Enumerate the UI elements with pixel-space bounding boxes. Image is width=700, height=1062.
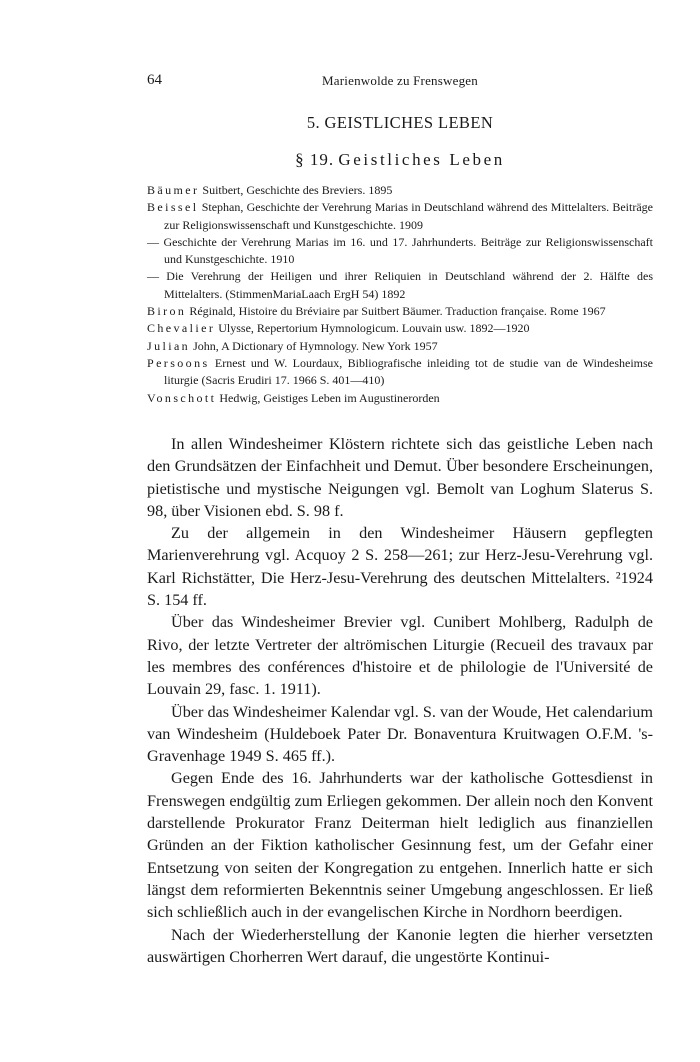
bibliography-entry [147,355,653,390]
bibliography-text: Ulysse, Repertorium Hymnologicum. Louvain usw. 1892—1920 [215,321,530,336]
bibliography-entry [147,199,653,234]
bibliography-author: Beissel [147,200,199,215]
bibliography-text: Die Verehrung der Heiligen und ihrer Reliquien in Deutschland während der 2. Hälfte des Mittelalters. (StimmenMariaLaach ErgH 54) 1892 [159,269,653,301]
bibliography-author: Chevalier [147,321,216,336]
section-title: Geistliches Leben [338,150,505,169]
running-head [147,72,653,92]
body-paragraph: Über das Windesheimer Kalendar vgl. S. van der Woude, Het calendarium van Windesheim (Huldeboek Pater Dr. Bonaventura Kruitwagen O.F.M. 's-Gravenhage 1949 S. 465 ff.). [147,702,653,766]
bibliography-entry [147,303,653,320]
bibliography-text: Hedwig, Geistiges Leben im Augustinerorden [216,390,440,405]
body-paragraph: Gegen Ende des 16. Jahrhunderts war der katholische Gottesdienst in Frenswegen endgültig zum Erliegen gekommen. Der allein noch den Konvent darstellende Prokurator Franz Deiterman hielt lediglich aus finanziellen Gründen an der Fiktion katholischer Gesinnung fest, um der Gefahr einer Entsetzung von seiten der Kongregation zu entgehen. Innerlich hatte er sich längst dem reformierten Bekenntnis seiner Umgebung angeschlossen. Er ließ sich schließlich auch in der evangelischen Kirche in Nordhorn beerdigen. [147,769,653,922]
chapter-heading: 5. GEISTLICHES LEBEN [306,113,494,132]
bibliography-text: Ernest und W. Lourdaux, Bibliografische inleiding tot de studie van de Windesheimse liturgie (Sacris Erudiri 17. 1966 S. 401—410) [164,355,653,388]
body-text [147,433,653,968]
running-title: Marienwolde zu Frenswegen [322,73,478,88]
bibliography-text: Réginald, Histoire du Bréviaire par Suitbert Bäumer. Traduction française. Rome 1967 [186,304,606,319]
bibliography-entry [147,182,653,199]
body-paragraph: In allen Windesheimer Klöstern richtete sich das geistliche Leben nach den Grundsätzen der Einfachheit und Demut. Über besondere Erscheinungen, pietistische und mystische Neigungen vgl. Bemolt van Loghum Slaterus S. 98, über Visionen ebd. S. 98 f. [147,435,653,520]
bibliography-text: Suitbert, Geschichte des Breviers. 1895 [199,183,393,197]
bibliography-entry [147,268,653,303]
body-paragraph: Nach der Wiederherstellung der Kanonie legten die hierher versetzten auswärtigen Chorherren Wert darauf, die ungestörte Kontinui- [147,925,653,966]
bibliography [147,182,653,407]
bibliography-entry [147,320,653,337]
bibliography-entry [147,234,653,269]
bibliography-author: Persoons [147,355,210,370]
bibliography-author: Bäumer [147,183,200,197]
body-paragraph: Zu der allgemein in den Windesheimer Häusern gepflegten Marienverehrung vgl. Acquoy 2 S. 258—261; zur Herz-Jesu-Verehrung vgl. Karl Richstätter, Die Herz-Jesu-Verehrung des deutschen Mittelalters. ²1924 S. 154 ff. [147,524,653,610]
bibliography-entry [147,390,653,407]
section-heading [147,150,653,170]
bibliography-dash: — [147,234,159,249]
bibliography-author: Vonschott [147,390,217,405]
section-symbol: § 19. [295,150,335,169]
bibliography-text: John, A Dictionary of Hymnology. New York 1957 [190,338,438,353]
bibliography-author: Biron [147,304,187,319]
bibliography-text: Stephan, Geschichte der Verehrung Marias in Deutschland während des Mittelalters. Beiträge zur Religionswissenschaft und Kunstgeschichte. 1909 [164,200,653,232]
page-number: 64 [147,72,162,88]
bibliography-dash: — [147,269,159,284]
bibliography-entry [147,338,653,355]
bibliography-text: Geschichte der Verehrung Marias im 16. und 17. Jahrhunderts. Beiträge zur Religionswissenschaft und Kunstgeschichte. 1910 [159,234,653,267]
body-paragraph: Über das Windesheimer Brevier vgl. Cunibert Mohlberg, Radulph de Rivo, der letzte Vertreter der altrömischen Liturgie (Recueil des travaux par les membres des conférences d'histoire et de philologie de l'Université de Louvain 29, fasc. 1. 1911). [147,613,653,699]
bibliography-author: Julian [147,338,191,353]
